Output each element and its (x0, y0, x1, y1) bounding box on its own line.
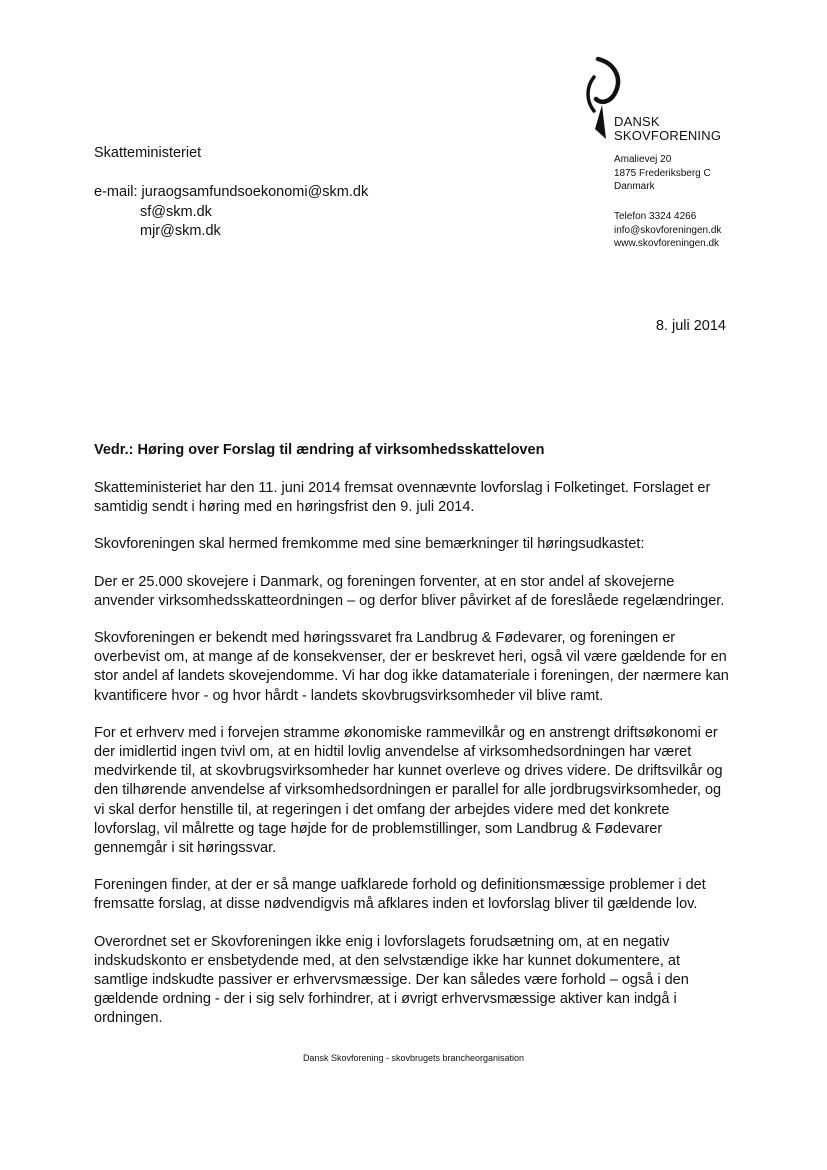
contact-email: info@skovforeningen.dk (614, 224, 722, 236)
address-line-3: Danmark (614, 181, 655, 192)
email-line-3: mjr@skm.dk (140, 223, 221, 239)
body-paragraph-5: For et erhverv med i forvejen stramme økonomiske rammevilkår og en anstrengt driftsøkonomi er der imidlertid ingen tvivl om, at en hidtil lovlig anvendelse af virksomhedsordningen har været medvirkende til, at skovbrugsvirksomheder har kunnet overleve og drives videre. De driftsvilkår og den tilhørende anvendelse af virksomhedsordningen er parallel for alle jordbrugsvirksomheder, og vi skal derfor henstille til, at regeringen i det omfang der arbejdes videre med det konkrete lovforslag, vil målrette og tage højde for de problemstillinger, som Landbrug & Fødevarer gennemgår i sit høringssvar. (94, 724, 723, 857)
body-paragraph-4: Skovforeningen er bekendt med høringssvaret fra Landbrug & Fødevarer, og foreningen er overbevist om, at mange af de konsekvenser, der er beskrevet heri, også vil være gældende for en stor andel af landets skovejendomme. Vi har dog ikke datamateriale i foreningen, der nærmere kan kvantificere hvor - og hvor hårdt - landets skovbrugsvirksomheder vil blive ramt. (94, 630, 729, 704)
email-line-1: juraogsamfundsoekonomi@skm.dk (141, 184, 369, 200)
email-line-2: sf@skm.dk (140, 203, 212, 220)
sender-contact (614, 210, 721, 251)
letter-body (94, 479, 734, 1047)
email-block (94, 183, 368, 242)
body-paragraph-1: Skatteministeriet har den 11. juni 2014 fremsat ovennævnte lovforslag i Folketinget. Forslaget er samtidig sendt i høring med en høringsfrist den 9. juli 2014. (94, 480, 711, 516)
address-line-2: 1875 Frederiksberg C (614, 167, 711, 179)
email-prefix: e-mail: (94, 184, 142, 200)
sender-organisation-name (614, 115, 721, 143)
page-footer: Dansk Skovforening - skovbrugets brancheorganisation (302, 1053, 525, 1063)
sender-address (614, 153, 711, 194)
body-paragraph-7: Overordnet set er Skovforeningen ikke enig i lovforslagets forudsætning om, at en negativ indskudskonto er ensbetydende med, at den selvstændige ikke har kunnet dokumentere, at samtlige indskudte passiver er erhvervsmæssige. Der kan således være forhold – også i den gældende ordning - der i sig selv forhindrer, at i øvrigt erhvervsmæssige aktiver kan indgå i ordningen. (94, 933, 689, 1027)
body-paragraph-6: Foreningen finder, at der er så mange uafklarede forhold og definitionsmæssige problemer i det fremsatte forslag, at disse nødvendigvis må afklares inden et lovforslag bliver til gældende lov. (94, 877, 706, 913)
letter-subject: Vedr.: Høring over Forslag til ændring af virksomhedsskatteloven (94, 442, 545, 458)
org-name-line-2: SKOVFORENING (614, 128, 722, 143)
address-line-1: Amalievej 20 (614, 154, 672, 165)
contact-phone: Telefon 3324 4266 (614, 211, 697, 222)
body-paragraph-3: Der er 25.000 skovejere i Danmark, og foreningen forventer, at en stor andel af skovejerne anvender virksomhedsskatteordningen – og derfor bliver påvirket af de foreslåede regelændringer. (94, 573, 725, 609)
letter-date: 8. juli 2014 (655, 318, 726, 334)
recipient-name: Skatteministeriet (94, 145, 202, 161)
body-paragraph-2: Skovforeningen skal hermed fremkomme med sine bemærkninger til høringsudkastet: (94, 536, 645, 553)
contact-website: www.skovforeningen.dk (614, 238, 720, 249)
org-name-line-1: DANSK (614, 114, 660, 129)
